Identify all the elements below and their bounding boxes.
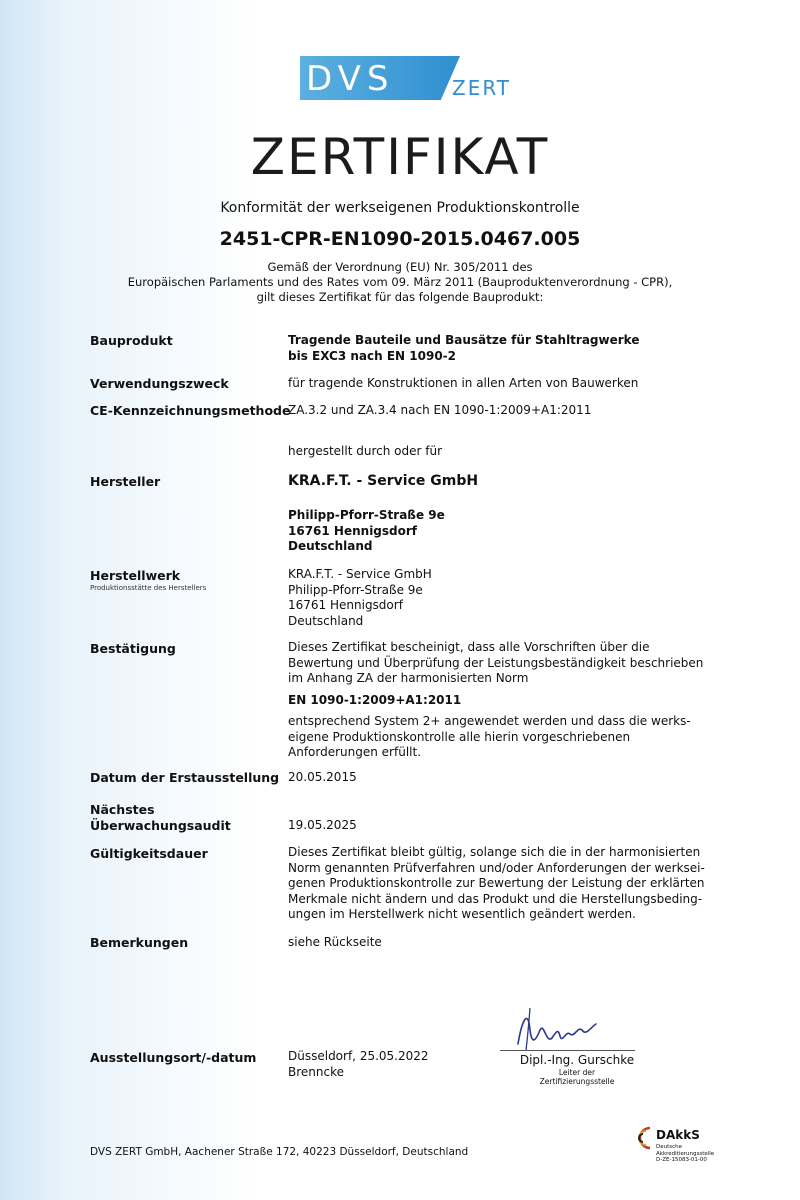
signature-line [500, 1050, 635, 1051]
subtitle: Konformität der werkseigenen Produktionskontrolle [220, 200, 580, 216]
gueltigkeit-line: Dieses Zertifikat bleibt gültig, solange sich die in der harmonisierten [288, 845, 701, 859]
value-gueltigkeitsdauer [288, 845, 718, 923]
bauprodukt-line: Tragende Bauteile und Bausätze für Stahltragwerke [288, 333, 640, 347]
page-title: ZERTIFIKAT [250, 128, 550, 186]
signature-image [500, 1000, 640, 1060]
address-line: Deutschland [288, 539, 373, 553]
value-ce-kennzeichnungsmethode: ZA.3.2 und ZA.3.4 nach EN 1090-1:2009+A1:2011 [288, 403, 592, 417]
audit-label-line: Überwachungsaudit [90, 818, 231, 833]
label-verwendungszweck: Verwendungszweck [90, 376, 229, 391]
dakks-logo [636, 1122, 756, 1172]
dakks-sub-line: D-ZE-15083-01-00 [656, 1157, 707, 1163]
gueltigkeit-line: ungen im Herstellwerk nicht wesentlich geändert werden. [288, 907, 636, 921]
dakks-name: DAkkS [656, 1128, 700, 1142]
label-ce-kennzeichnungsmethode: CE-Kennzeichnungsmethode [90, 403, 291, 418]
bestaetigung-line: Dieses Zertifikat bescheinigt, dass alle Vorschriften über die [288, 640, 650, 654]
herstellwerk-line: Philipp-Pforr-Straße 9e [288, 582, 423, 597]
preamble-line: Europäischen Parlaments und des Rates vom 09. März 2011 (Bauproduktenverordnung - CPR), [127, 275, 673, 289]
value-bestaetigung-text2 [288, 714, 718, 761]
value-hersteller-address [288, 508, 718, 555]
signatory-name: Dipl.-Ing. Gurschke [519, 1053, 635, 1067]
bauprodukt-line: bis EXC3 nach EN 1090-2 [288, 348, 456, 363]
bestaetigung-line: entsprechend System 2+ angewendet werden und dass die werks- [288, 714, 691, 728]
gueltigkeit-line: Norm genannten Prüfverfahren und/oder Anforderungen der werksei- [288, 860, 705, 875]
preamble-line: gilt dieses Zertifikat für das folgende Bauprodukt: [256, 290, 544, 304]
dakks-emblem-icon [636, 1126, 654, 1150]
dvs-zert-logo [300, 56, 520, 106]
ausstellung-line: Brenncke [288, 1064, 344, 1079]
dakks-sub-line: Deutsche [656, 1144, 683, 1150]
preamble [0, 260, 800, 305]
logo-brand: DVS [306, 59, 395, 99]
value-datum-erstausstellung: 20.05.2015 [288, 770, 357, 784]
value-verwendungszweck: für tragende Konstruktionen in allen Arten von Bauwerken [288, 376, 639, 390]
herstellwerk-label: Herstellwerk [90, 568, 181, 583]
signatory-role [512, 1068, 642, 1086]
logo-suffix: ZERT [452, 76, 511, 100]
value-bemerkungen: siehe Rückseite [288, 935, 382, 949]
audit-label-line: Nächstes [90, 802, 155, 817]
value-bestaetigung-norm: EN 1090-1:2009+A1:2011 [288, 693, 462, 707]
label-gueltigkeitsdauer: Gültigkeitsdauer [90, 846, 208, 861]
bestaetigung-line: eigene Produktionskontrolle alle hierin vorgeschriebenen [288, 729, 631, 744]
certificate-number: 2451-CPR-EN1090-2015.0467.005 [219, 228, 581, 250]
role-line: Leiter der [558, 1068, 596, 1077]
dakks-sub [656, 1144, 756, 1164]
gueltigkeit-line: genen Produktionskontrolle zur Bewertung der Leistung der erklärten [288, 876, 705, 890]
bestaetigung-line: Bewertung und Überprüfung der Leistungsbeständigkeit beschrieben [288, 655, 704, 670]
label-bestaetigung: Bestätigung [90, 641, 176, 656]
label-hersteller: Hersteller [90, 474, 161, 489]
label-bauprodukt: Bauprodukt [90, 333, 173, 348]
footer-address: DVS ZERT GmbH, Aachener Straße 172, 40223 Düsseldorf, Deutschland [90, 1146, 469, 1158]
address-line: 16761 Hennigsdorf [288, 523, 418, 538]
label-ausstellung: Ausstellungsort/-datum [90, 1050, 257, 1065]
preamble-line: Gemäß der Verordnung (EU) Nr. 305/2011 des [267, 260, 533, 274]
value-naechstes-audit: 19.05.2025 [288, 818, 357, 832]
value-bauprodukt [288, 333, 718, 364]
herstellwerk-sublabel: Produktionsstätte des Herstellers [90, 584, 207, 592]
role-line: Zertifizierungsstelle [539, 1077, 615, 1086]
value-herstellwerk [288, 567, 718, 629]
bestaetigung-line: im Anhang ZA der harmonisierten Norm [288, 671, 529, 685]
herstellwerk-line: Deutschland [288, 613, 364, 628]
value-hersteller-name: KRA.F.T. - Service GmbH [288, 473, 479, 489]
value-bestaetigung-text1 [288, 640, 718, 687]
label-naechstes-audit [90, 802, 231, 834]
label-datum-erstausstellung: Datum der Erstausstellung [90, 770, 280, 785]
address-line: Philipp-Pforr-Straße 9e [288, 508, 445, 522]
herstellwerk-line: 16761 Hennigsdorf [288, 598, 403, 612]
dakks-sub-line: Akkreditierungsstelle [656, 1150, 715, 1157]
label-herstellwerk [90, 568, 206, 593]
hergestellt-text: hergestellt durch oder für [288, 444, 443, 458]
bestaetigung-line: Anforderungen erfüllt. [288, 745, 422, 759]
herstellwerk-line: KRA.F.T. - Service GmbH [288, 567, 432, 581]
label-bemerkungen: Bemerkungen [90, 935, 189, 950]
ausstellung-line: Düsseldorf, 25.05.2022 [288, 1049, 429, 1063]
gueltigkeit-line: Merkmale nicht ändern und das Produkt und die Herstellungsbeding- [288, 891, 703, 906]
